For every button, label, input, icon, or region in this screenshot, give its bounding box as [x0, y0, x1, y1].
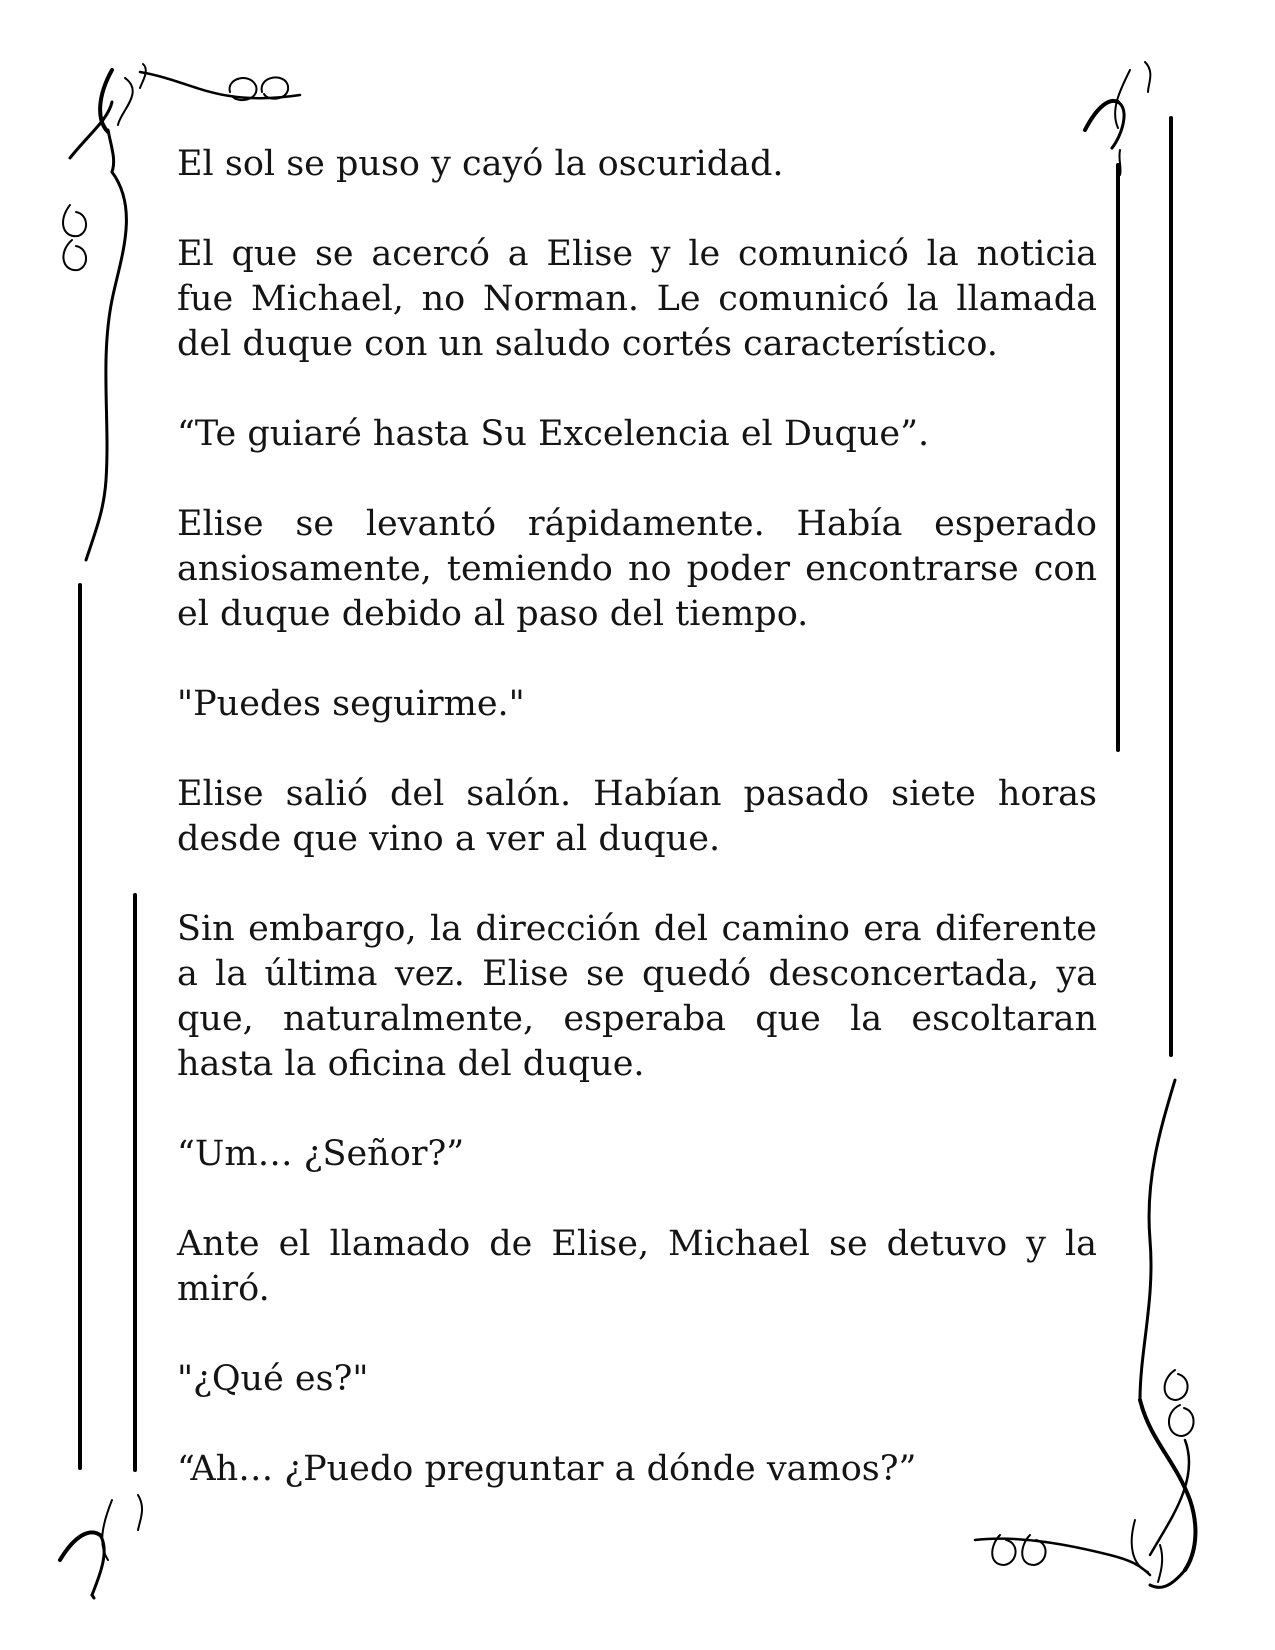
paragraph: Sin embargo, la dirección del camino era diferente a la última vez. Elise se quedó desconcertada, ya que, naturalmente, esperaba que la escoltaran hasta la oficina del duque. [177, 909, 1097, 1084]
paragraph: Elise se levantó rápidamente. Había esperado ansiosamente, temiendo no poder encontrarse con el duque debido al paso del tiempo. [177, 504, 1097, 634]
top-right-flourish-icon [1085, 62, 1171, 1055]
paragraph: "Puedes seguirme." [177, 684, 525, 724]
paragraph: “Um… ¿Señor?” [177, 1134, 465, 1174]
story-text [177, 142, 1097, 1537]
paragraph: Ante el llamado de Elise, Michael se detuvo y la miró. [177, 1224, 1097, 1309]
paragraph: El sol se puso y cayó la oscuridad. [177, 144, 784, 184]
paragraph: "¿Qué es?" [177, 1359, 369, 1399]
bottom-left-flourish-icon [60, 1495, 142, 1598]
paragraph: “Ah… ¿Puedo preguntar a dónde vamos?” [177, 1449, 917, 1489]
paragraph: Elise salió del salón. Habían pasado siete horas desde que vino a ver al duque. [177, 774, 1097, 859]
paragraph: “Te guiaré hasta Su Excelencia el Duque”. [177, 414, 930, 454]
paragraph: El que se acercó a Elise y le comunicó la noticia fue Michael, no Norman. Le comunicó la llamada del duque con un saludo cortés característico. [177, 234, 1097, 364]
